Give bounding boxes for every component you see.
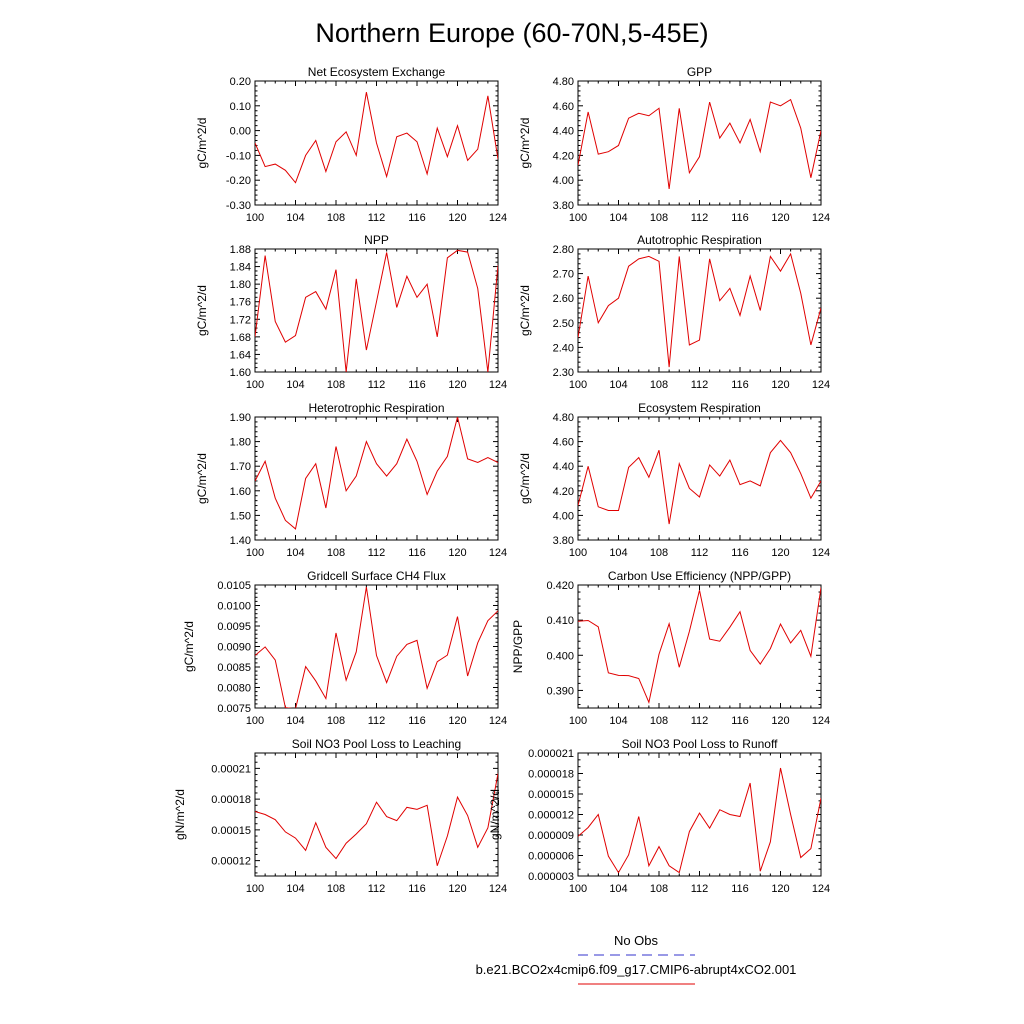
x-tick-label: 112: [690, 715, 709, 727]
x-tick-label: 112: [367, 212, 386, 224]
series-line: [255, 92, 498, 183]
y-tick-label: 4.80: [552, 76, 574, 88]
x-tick-label: 112: [690, 379, 709, 391]
x-tick-label: 124: [488, 212, 508, 224]
x-tick-label: 124: [811, 212, 831, 224]
x-tick-label: 104: [286, 715, 305, 727]
x-tick-label: 120: [448, 883, 467, 895]
series-line: [578, 587, 821, 702]
y-tick-label: 4.20: [552, 485, 574, 498]
panel-5: [195, 401, 507, 559]
y-tick-label: 4.40: [552, 125, 574, 138]
y-axis-label: gC/m^2/d: [182, 621, 196, 672]
x-tick-label: 116: [408, 715, 426, 727]
x-tick-label: 100: [568, 547, 588, 559]
panel-title: Ecosystem Respiration: [638, 401, 761, 415]
panel-title: Soil NO3 Pool Loss to Leaching: [291, 737, 462, 751]
x-tick-label: 120: [771, 212, 790, 224]
y-tick-label: -0.20: [225, 175, 251, 188]
x-tick-label: 104: [286, 547, 305, 559]
series-line: [255, 774, 498, 866]
x-tick-label: 104: [609, 883, 628, 895]
panels: [173, 65, 830, 895]
x-tick-label: 116: [731, 212, 749, 224]
x-tick-label: 116: [408, 883, 426, 895]
y-tick-label: 1.68: [229, 331, 251, 344]
y-tick-label: 0.0105: [217, 580, 251, 592]
series-line: [255, 250, 498, 372]
y-tick-label: 2.50: [552, 317, 574, 330]
y-tick-label: 1.72: [229, 314, 251, 327]
panel-title: Soil NO3 Pool Loss to Runoff: [621, 737, 778, 751]
y-tick-label: 1.60: [229, 367, 251, 379]
x-tick-label: 104: [286, 212, 305, 224]
y-axis-label: gC/m^2/d: [518, 285, 532, 336]
panel-title: NPP: [364, 233, 389, 247]
x-tick-label: 124: [811, 547, 831, 559]
x-tick-label: 112: [690, 883, 709, 895]
x-tick-label: 124: [488, 379, 508, 391]
y-axis-label: gC/m^2/d: [518, 117, 532, 169]
y-tick-label: 4.40: [552, 461, 574, 474]
x-tick-label: 104: [609, 547, 628, 559]
x-tick-label: 116: [731, 379, 749, 391]
y-tick-label: 1.80: [229, 279, 251, 292]
x-tick-label: 124: [811, 715, 831, 727]
x-tick-label: 104: [286, 883, 305, 895]
x-tick-label: 104: [609, 715, 628, 727]
x-tick-label: 100: [245, 883, 265, 895]
y-axis-label: gN/m^2/d: [173, 789, 187, 840]
y-tick-label: 0.00: [229, 125, 251, 138]
legend: [476, 933, 797, 984]
y-tick-label: 4.20: [552, 150, 574, 163]
legend-label-model: b.e21.BCO2x4cmip6.f09_g17.CMIP6-abrupt4xCO2.001: [475, 962, 797, 977]
y-tick-label: 0.0075: [217, 703, 251, 715]
panel-title: GPP: [686, 65, 713, 79]
legend-label-no-obs: No Obs: [613, 933, 659, 948]
plot-frame: [255, 249, 498, 372]
x-tick-label: 108: [649, 547, 669, 559]
y-tick-label: -0.10: [225, 150, 251, 163]
y-axis-label: gN/m^2/d: [488, 789, 502, 840]
plot-frame: [578, 417, 821, 540]
y-axis-label: gC/m^2/d: [195, 117, 209, 169]
y-axis-label: gC/m^2/d: [195, 453, 209, 504]
x-tick-label: 120: [771, 883, 790, 895]
y-tick-label: 0.0095: [217, 621, 251, 633]
x-tick-label: 104: [609, 212, 628, 224]
x-tick-label: 116: [731, 883, 749, 895]
y-tick-label: 1.40: [229, 535, 251, 547]
series-line: [578, 100, 821, 189]
y-tick-label: 0.0080: [217, 682, 251, 695]
y-tick-label: 1.90: [229, 412, 251, 424]
panel-9: [173, 737, 507, 895]
plot-frame: [255, 753, 498, 876]
x-tick-label: 108: [326, 547, 346, 559]
y-tick-label: 0.20: [229, 76, 251, 88]
y-tick-label: 4.00: [552, 510, 574, 523]
x-tick-label: 104: [286, 379, 305, 391]
y-tick-label: 1.50: [229, 510, 251, 523]
x-tick-label: 120: [448, 715, 467, 727]
x-tick-label: 112: [367, 883, 386, 895]
y-tick-label: -0.30: [225, 200, 251, 212]
x-tick-label: 100: [245, 715, 265, 727]
y-tick-label: 3.80: [552, 200, 574, 212]
x-tick-label: 100: [568, 212, 588, 224]
x-tick-label: 116: [408, 547, 426, 559]
panel-8: [511, 569, 830, 727]
x-tick-label: 116: [731, 547, 749, 559]
x-tick-label: 112: [690, 547, 709, 559]
x-tick-label: 112: [367, 379, 386, 391]
y-tick-label: 0.000018: [528, 768, 574, 781]
y-tick-label: 0.400: [546, 650, 574, 663]
y-axis-label: NPP/GPP: [511, 619, 525, 674]
x-tick-label: 104: [609, 379, 628, 391]
x-tick-label: 124: [811, 379, 831, 391]
x-tick-label: 100: [568, 883, 588, 895]
panel-7: [182, 569, 507, 727]
x-tick-label: 108: [326, 883, 346, 895]
x-tick-label: 108: [649, 883, 669, 895]
y-tick-label: 0.000021: [528, 748, 574, 760]
y-tick-label: 2.30: [552, 367, 574, 379]
x-tick-label: 120: [448, 547, 467, 559]
x-tick-label: 108: [649, 715, 669, 727]
y-tick-label: 0.390: [546, 685, 574, 698]
x-tick-label: 108: [326, 212, 346, 224]
y-axis-label: gC/m^2/d: [195, 285, 209, 336]
x-tick-label: 120: [448, 379, 467, 391]
series-line: [578, 768, 821, 873]
y-tick-label: 0.00021: [211, 763, 251, 776]
y-tick-label: 0.0100: [217, 600, 251, 613]
plot-frame: [578, 585, 821, 708]
y-tick-label: 3.80: [552, 535, 574, 547]
x-tick-label: 124: [488, 883, 508, 895]
y-tick-label: 0.10: [229, 100, 251, 113]
x-tick-label: 100: [245, 547, 265, 559]
y-tick-label: 0.00015: [211, 824, 251, 837]
x-tick-label: 120: [771, 715, 790, 727]
panel-title: Gridcell Surface CH4 Flux: [307, 569, 446, 583]
x-tick-label: 100: [245, 212, 265, 224]
y-tick-label: 1.84: [229, 261, 251, 274]
series-line: [578, 440, 821, 524]
panel-title: Heterotrophic Respiration: [308, 401, 445, 415]
panel-10: [488, 737, 830, 895]
x-tick-label: 108: [326, 379, 346, 391]
y-tick-label: 1.70: [229, 461, 251, 474]
x-tick-label: 120: [448, 212, 467, 224]
y-tick-label: 0.000012: [528, 809, 574, 822]
plot-frame: [255, 585, 498, 708]
y-tick-label: 0.000006: [528, 850, 574, 863]
x-tick-label: 116: [408, 379, 426, 391]
y-tick-label: 0.0090: [217, 641, 251, 654]
y-tick-label: 1.80: [229, 436, 251, 449]
x-tick-label: 100: [568, 715, 588, 727]
y-tick-label: 2.80: [552, 244, 574, 256]
x-tick-label: 120: [771, 547, 790, 559]
x-tick-label: 108: [649, 212, 669, 224]
x-tick-label: 100: [245, 379, 265, 391]
figure-title: Northern Europe (60-70N,5-45E): [315, 18, 709, 48]
series-line: [255, 587, 498, 709]
y-tick-label: 0.000009: [528, 830, 574, 842]
y-tick-label: 4.60: [552, 436, 574, 449]
series-line: [578, 254, 821, 367]
x-tick-label: 124: [488, 715, 508, 727]
panel-2: [518, 65, 830, 224]
y-tick-label: 0.00018: [211, 794, 251, 807]
x-tick-label: 124: [811, 883, 831, 895]
y-tick-label: 2.70: [552, 268, 574, 281]
y-tick-label: 1.60: [229, 485, 251, 498]
y-tick-label: 1.88: [229, 244, 251, 256]
x-tick-label: 112: [690, 212, 709, 224]
panel-title: Autotrophic Respiration: [637, 233, 762, 247]
y-tick-label: 1.64: [229, 349, 251, 362]
y-tick-label: 0.00012: [211, 855, 251, 868]
x-tick-label: 108: [649, 379, 669, 391]
y-tick-label: 4.00: [552, 175, 574, 188]
y-tick-label: 4.80: [552, 412, 574, 424]
x-tick-label: 100: [568, 379, 588, 391]
plot-frame: [578, 753, 821, 876]
y-tick-label: 0.410: [546, 615, 574, 628]
panel-title: Carbon Use Efficiency (NPP/GPP): [607, 569, 792, 583]
y-tick-label: 4.60: [552, 100, 574, 113]
plot-frame: [578, 249, 821, 372]
x-tick-label: 112: [367, 547, 386, 559]
y-tick-label: 0.0085: [217, 662, 251, 674]
series-line: [255, 417, 498, 529]
y-tick-label: 0.000003: [528, 871, 574, 883]
panel-1: [195, 65, 507, 224]
plot-frame: [578, 81, 821, 205]
y-tick-label: 2.60: [552, 293, 574, 306]
panel-3: [195, 233, 507, 391]
y-tick-label: 2.40: [552, 342, 574, 355]
x-tick-label: 116: [731, 715, 749, 727]
x-tick-label: 112: [367, 715, 386, 727]
x-tick-label: 120: [771, 379, 790, 391]
x-tick-label: 108: [326, 715, 346, 727]
y-tick-label: 0.000015: [528, 789, 574, 801]
x-tick-label: 116: [408, 212, 426, 224]
y-tick-label: 1.76: [229, 296, 251, 309]
panel-4: [518, 233, 830, 391]
panel-6: [518, 401, 830, 559]
x-tick-label: 124: [488, 547, 508, 559]
y-axis-label: gC/m^2/d: [518, 453, 532, 504]
y-tick-label: 0.420: [546, 580, 574, 592]
panel-title: Net Ecosystem Exchange: [307, 65, 446, 79]
